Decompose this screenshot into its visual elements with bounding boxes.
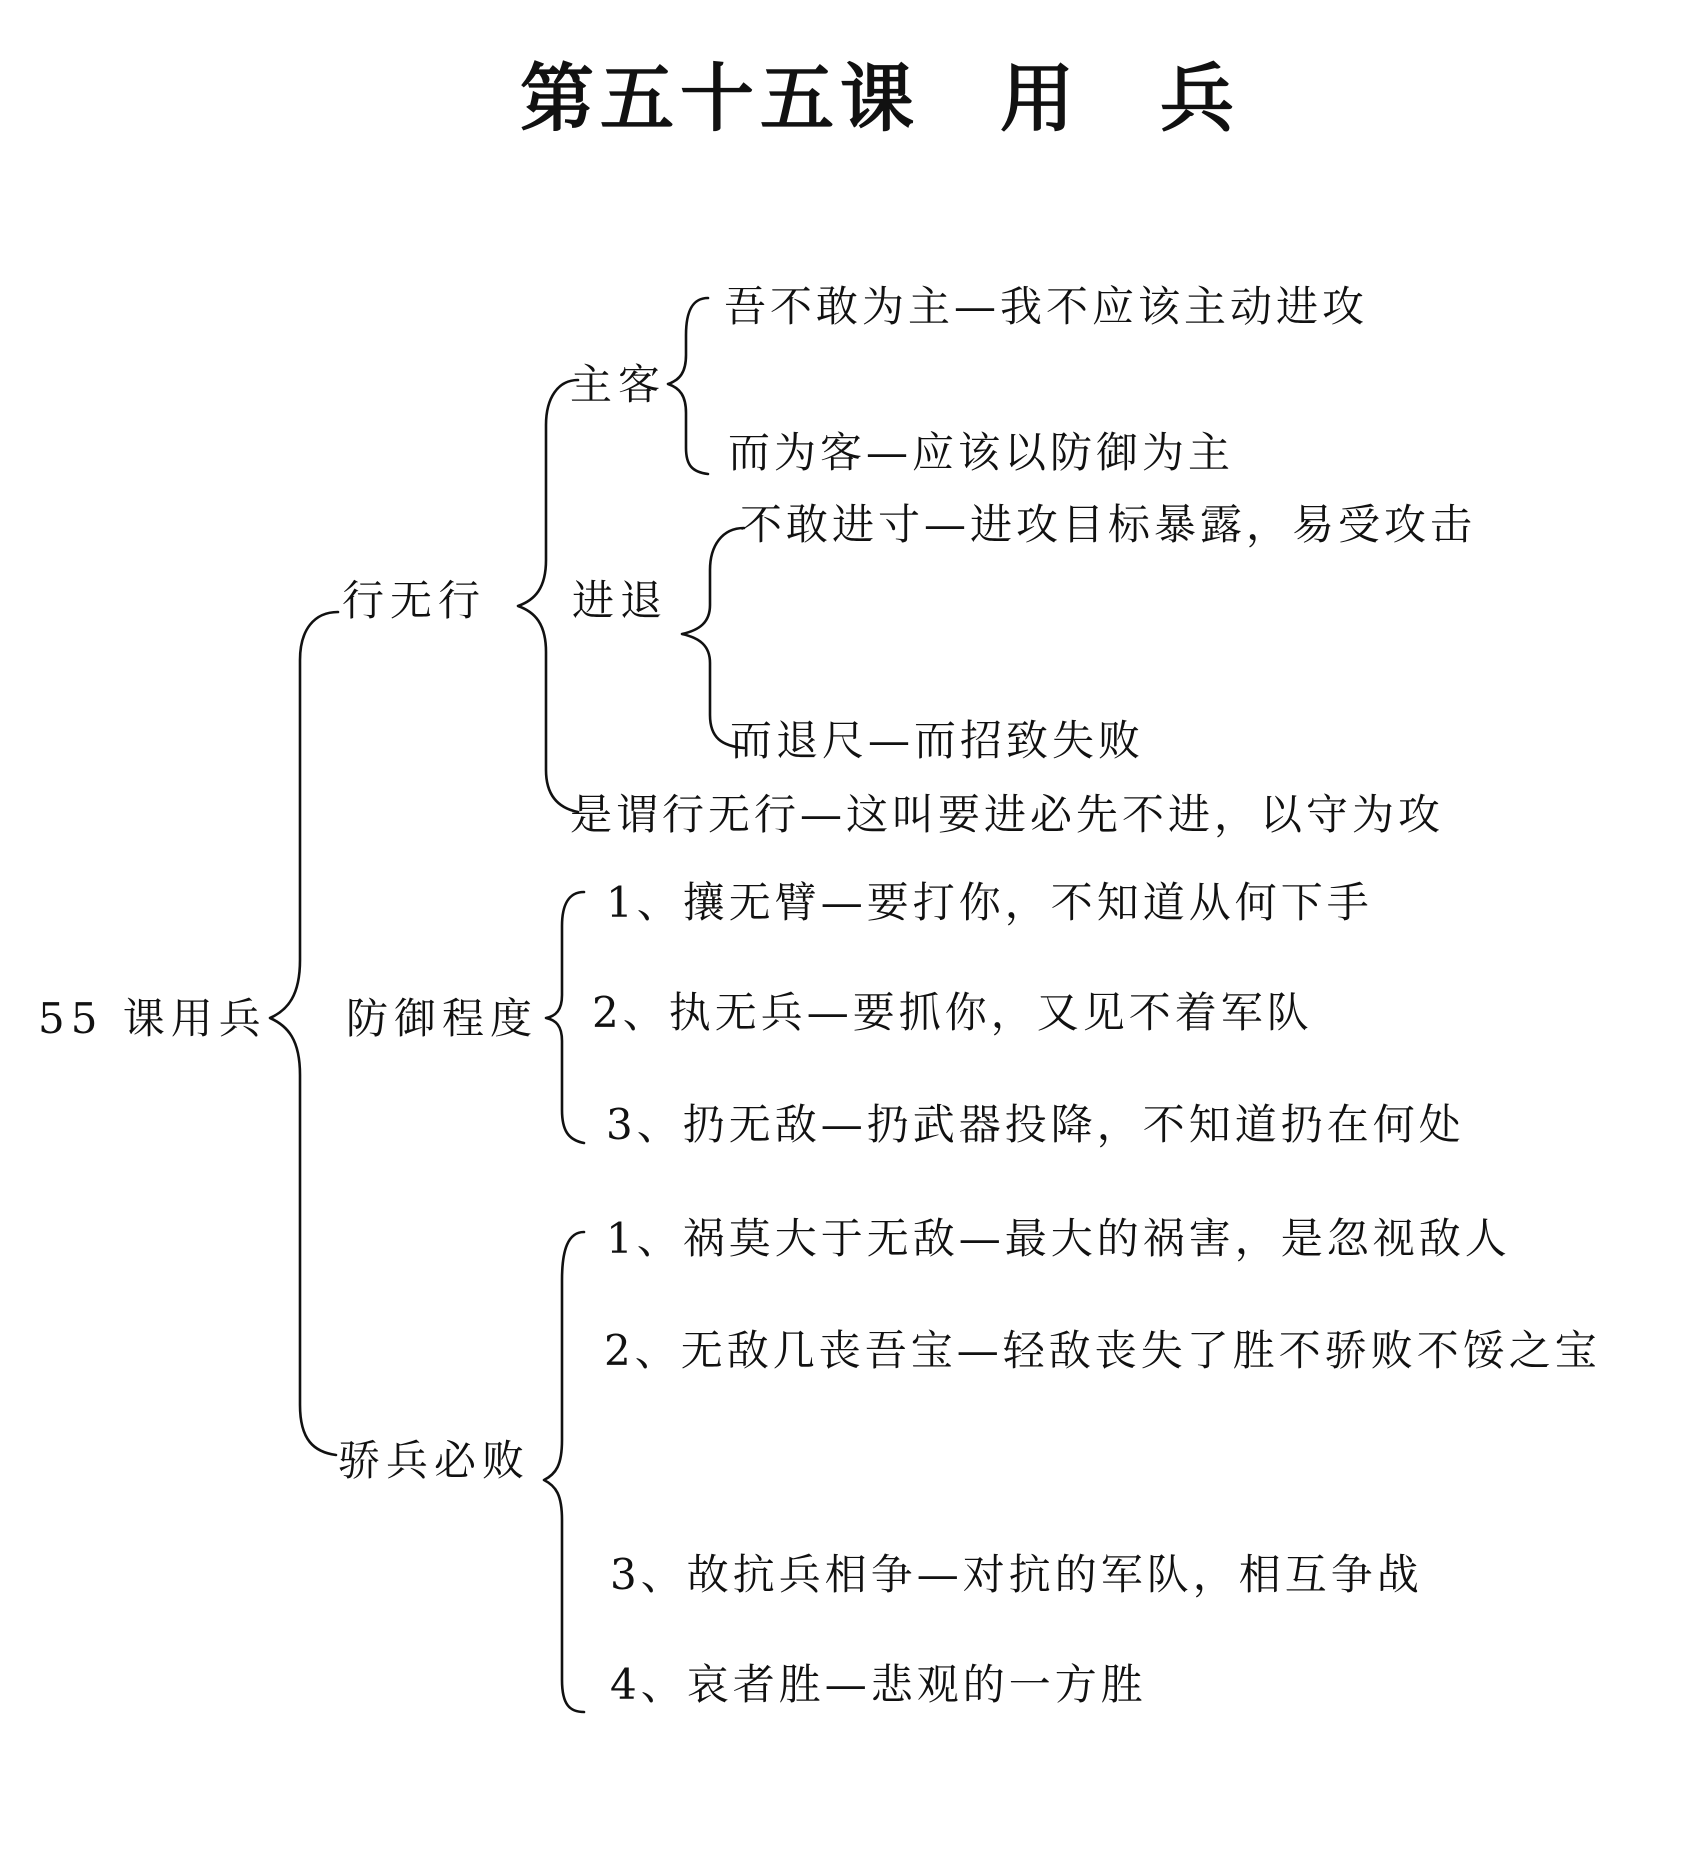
leaf-jiaobing-3: 3、故抗兵相争—对抗的军队，相互争战 — [610, 1550, 1423, 1599]
leaf-jiaobing-1: 1、祸莫大于无敌—最大的祸害，是忽视敌人 — [606, 1214, 1511, 1263]
root-brace — [270, 612, 338, 1455]
leaf-jiaobing-2: 2、无敌几丧吾宝—轻敌丧失了胜不骄败不馁之宝 — [604, 1326, 1601, 1375]
node-jintui: 进退 — [572, 576, 669, 625]
node-zhuke: 主客 — [570, 360, 667, 409]
leaf-jintui-2: 而退尺—而招致失败 — [730, 716, 1145, 765]
xingwuxing-brace — [518, 380, 578, 812]
branch-jiaobing: 骄兵必败 — [338, 1436, 531, 1485]
page-title: 第五十五课 用 兵 — [520, 56, 1240, 142]
jintui-brace — [682, 528, 744, 748]
jiaobing-brace — [544, 1232, 584, 1712]
zhuke-brace — [668, 298, 708, 474]
fangyu-brace — [546, 892, 584, 1143]
branch-xingwuxing: 行无行 — [342, 576, 487, 625]
leaf-zhuke-1: 吾不敢为主—我不应该主动进攻 — [724, 282, 1369, 331]
root-node: 55 课用兵 — [38, 994, 267, 1043]
branch-fangyu: 防御程度 — [346, 994, 539, 1043]
leaf-jintui-1: 不敢进寸—进攻目标暴露，易受攻击 — [740, 500, 1477, 549]
leaf-fangyu-2: 2、执无兵—要抓你，又见不着军队 — [592, 988, 1313, 1037]
leaf-fangyu-3: 3、扔无敌—扔武器投降，不知道扔在何处 — [606, 1100, 1465, 1149]
leaf-fangyu-1: 1、攘无臂—要打你，不知道从何下手 — [606, 878, 1373, 927]
leaf-jiaobing-4: 4、哀者胜—悲观的一方胜 — [610, 1660, 1147, 1709]
leaf-xingwuxing-summary: 是谓行无行—这叫要进必先不进，以守为攻 — [570, 790, 1445, 839]
leaf-zhuke-2: 而为客—应该以防御为主 — [728, 428, 1235, 477]
